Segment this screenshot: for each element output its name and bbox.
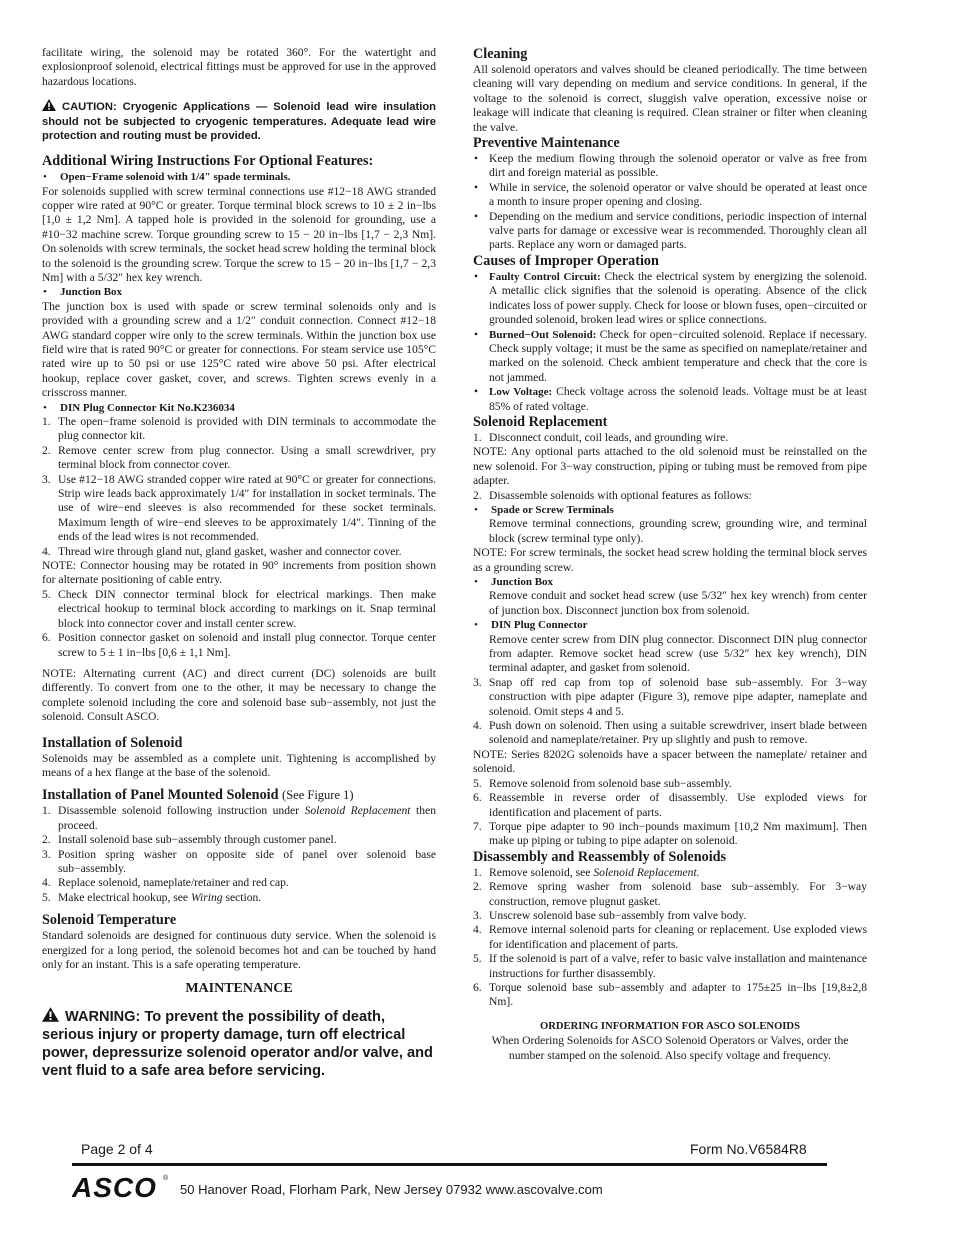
spade-bullet: • Spade or Screw Terminals — [473, 503, 867, 517]
list-item: 3. Position spring washer on opposite side of panel over solenoid base sub−assembly. — [42, 847, 436, 875]
cause-label: Low Voltage: — [489, 386, 553, 399]
open-frame-text: For solenoids supplied with screw terminal connections use #12−18 AWG stranded copper wire rated at 90°C or greater. Torque terminal block screws to 10 ± 2 in−lbs [1,0 ± 1,2 Nm]. A tapped hole is provided in the solenoid for grounding, use a #10−32 machine screw. Torque grounding screw to 15 − 20 in−lbs [1,7 − 2,3 Nm]. On solenoids with screw terminals, the socket head screw holding the terminal block to the solenoid is the grounding screw. Torque the screw to 15 − 20 in−lbs [1,7 − 2,3 Nm] with a 5/32″ hex key wrench. — [42, 184, 436, 284]
list-item: 1. Remove solenoid, see Solenoid Replacement. — [473, 865, 700, 879]
junction-box-text: The junction box is used with spade or screw terminal solenoids only and is provided with a grounding screw and a 1/2″ conduit connection. Connect #12−18 AWG standard copper wire only to the screw terminals. Within the junction box use field wire that is rated 90°C or greater for connections. For steam service use 105°C rated wire up to 50 psi or use 125°C rated wire above 50 psi. After electrical hookup, replace cover gasket, cover, and screws. Tighten screws evenly in a crisscross manner. — [42, 299, 436, 400]
list-item: 5. Make electrical hookup, see Wiring section. — [42, 890, 262, 904]
replacement-note-3: NOTE: Series 8202G solenoids have a spacer between the nameplate/ retainer and solenoid. — [473, 747, 867, 776]
step-text: Unscrew solenoid base sub−assembly from valve body. — [489, 908, 747, 922]
step-text: Torque pipe adapter to 90 inch−pounds maximum [10,2 Nm maximum]. Then make up piping or tubing to pipe adapter on solenoid. — [489, 819, 867, 848]
disassembly-steps-list-continued — [473, 880, 867, 1010]
step-text: Install solenoid base sub−assembly through customer panel. — [58, 833, 337, 847]
step-text: Snap off red cap from top of solenoid base sub−assembly. For 3−way construction with pipe adapter (Figure 3), remove pipe adapter, nameplate and solenoid. Omit steps 4 and 5. — [489, 675, 867, 718]
step-text: Reassemble in reverse order of disassembly. Use exploded views for identification and placement of parts. — [489, 791, 867, 819]
wiring-heading: Additional Wiring Instructions For Optional Features: — [42, 153, 374, 170]
temperature-text: Standard solenoids are designed for continuous duty service. When the solenoid is energized for a long period, the solenoid becomes hot and can be touched by hand only for an instant. This is a safe operating temperature. — [42, 929, 436, 972]
step-emphasis: Solenoid Replacement. — [593, 865, 700, 879]
install-solenoid-text: Solenoids may be assembled as a complete unit. Tightening is accomplished by means of a hex flange at the base of the solenoid. — [42, 751, 436, 779]
panel-mount-heading — [42, 787, 436, 804]
step-text: Replace solenoid, nameplate/retainer and red cap. — [58, 876, 289, 890]
list-item: 3. Snap off red cap from top of solenoid base sub−assembly. For 3−way construction with pipe adapter (Figure 3), remove pipe adapter, nameplate and solenoid. Omit steps 4 and 5. — [473, 675, 867, 718]
step-text: If the solenoid is part of a valve, refer to basic valve installation and maintenance instructions for further disassembly. — [489, 952, 867, 980]
panel-mount-title: Installation of Panel Mounted Solenoid — [42, 787, 279, 804]
list-item: 2. Remove center screw from plug connector. Using a small screwdriver, pry terminal block from connector cover. — [42, 443, 436, 472]
replacement-step-1-list — [473, 431, 867, 445]
list-item: 6. Position connector gasket on solenoid and install plug connector. Torque center screw to 5 ± 1 in−lbs [0,6 ± 1,1 Nm]. — [42, 631, 436, 659]
panel-steps-list — [42, 804, 436, 905]
footer-address: 50 Hanover Road, Florham Park, New Jersey 07932 www.ascovalve.com — [180, 1182, 603, 1197]
din-plug-bullet: • DIN Plug Connector — [473, 618, 867, 632]
replacement-steps-list — [473, 676, 867, 748]
din-note: NOTE: Connector housing may be rotated in 90° increments from position shown for alternate positioning of cable entry. — [42, 559, 436, 587]
list-item: 4. Remove internal solenoid parts for cleaning or replacement. Use exploded views for identification and placement of parts. — [473, 923, 867, 951]
cleaning-heading: Cleaning — [473, 46, 528, 62]
replacement-heading: Solenoid Replacement — [473, 413, 608, 430]
list-item: 1. The open−frame solenoid is provided with DIN terminals to accommodate the plug connector kit. — [42, 415, 436, 443]
step-text: Thread wire through gland nut, gland gasket, washer and connector cover. — [58, 544, 402, 558]
din-kit-bullet: • DIN Plug Connector Kit No.K236034 — [42, 401, 436, 415]
footer-divider — [72, 1163, 827, 1166]
list-item: 2. Remove spring washer from solenoid base sub−assembly. For 3−way construction, remove plugnut gasket. — [473, 880, 867, 908]
junction-box-bullet: • Junction Box — [42, 285, 436, 299]
step-text: Use #12−18 AWG stranded copper wire rated at 90°C or greater for connections. Strip wire leads back approximately 1/4″ for installation in socket terminals. The use of wire−end sleeves is also recommended for these socket terminals. Maximum length of wire−end sleeves to be approximately 1/4″. Tinning of the ends of the lead wires is not recommended. — [58, 472, 436, 544]
install-solenoid-heading: Installation of Solenoid — [42, 734, 183, 751]
list-item: 3. Use #12−18 AWG stranded copper wire rated at 90°C or greater for connections. Strip wire leads back approximately 1/4″ for installation in socket terminals. The use of wire−end sleeves is also recommended for these socket terminals. Maximum length of wire−end sleeves to be approximately 1/4″. Tinning of the ends of the lead wires is not recommended. — [42, 472, 436, 544]
step-text: Check DIN connector terminal block for electrical markings. Then make electrical hookup to terminal block according to markings on it. Snap terminal block into connector cover and install center screw. — [58, 587, 436, 630]
step-text: Position spring washer on opposite side of panel over solenoid base sub−assembly. — [58, 847, 436, 875]
temperature-heading: Solenoid Temperature — [42, 912, 177, 929]
step-text: Remove center screw from plug connector. Using a small screwdriver, pry terminal block from connector cover. — [58, 443, 436, 472]
replacement-note-2: NOTE: For screw terminals, the socket head screw holding the terminal block serves as a grounding screw. — [473, 546, 867, 574]
step-emphasis: Solenoid Replacement — [304, 804, 411, 818]
list-item: 6. Reassemble in reverse order of disassembly. Use exploded views for identification and placement of parts. — [473, 791, 867, 819]
caution-text: CAUTION: Cryogenic Applications — Solenoid lead wire insulation should not be subjected to cryogenic temperatures. Adequate lead wire protection and routing must be provided. — [42, 101, 436, 142]
warning-notice — [42, 1007, 436, 1081]
list-item: 5. If the solenoid is part of a valve, refer to basic valve installation and maintenance instructions for further disassembly. — [473, 952, 867, 980]
jbox-text: Remove conduit and socket head screw (use 5/32″ hex key wrench) from center of junction box. Disconnect junction box from solenoid. — [489, 589, 867, 617]
page-number: Page 2 of 4 — [81, 1141, 153, 1157]
step-text: Disassemble solenoid following instruction under — [58, 804, 300, 818]
replacement-note-1: NOTE: Any optional parts attached to the old solenoid must be reinstalled on the new solenoid. For 3−way construction, piping or tubing must be removed from pipe adapter. — [473, 445, 867, 488]
list-item: 6. Torque solenoid base sub−assembly and adapter to 175±25 in−lbs [19,8±2,8 Nm]. — [473, 980, 867, 1009]
list-item: 7. Torque pipe adapter to 90 inch−pounds maximum [10,2 Nm maximum]. Then make up piping or tubing to pipe adapter on solenoid. — [473, 819, 867, 848]
cause-item: • Burned−Out Solenoid: Check for open−circuited solenoid. Replace if necessary. Check supply voltage; it must be the same as specified on nameplate/retainer and marked on the solenoid. Check ambient temperature and check that the core is not jammed. — [473, 328, 867, 386]
replacement-step-2-list — [473, 489, 867, 503]
ordering-text: When Ordering Solenoids for ASCO Solenoid Operators or Valves, order the number stamped on the solenoid. Also specify voltage and frequency. — [491, 1034, 849, 1062]
ac-dc-note: NOTE: Alternating current (AC) and direct current (DC) solenoids are built differently. To convert from one to the other, it may be necessary to change the complete solenoid including the core and solenoid base sub−assembly, not just the solenoid. Consult ASCO. — [42, 666, 436, 724]
list-item: 4. Replace solenoid, nameplate/retainer and red cap. — [42, 876, 289, 890]
step-text: Make electrical hookup, see — [58, 890, 189, 904]
list-item: 4. Push down on solenoid. Then using a suitable screwdriver, insert blade between solenoid and nameplate/retainer. Pry up slightly and push to remove. — [473, 719, 867, 747]
causes-heading: Causes of Improper Operation — [473, 252, 659, 269]
logo-text: ASCO — [72, 1172, 157, 1201]
intro-paragraph: facilitate wiring, the solenoid may be rotated 360°. For the watertight and explosionproof solenoid, electrical fittings must be approved for use in the approved hazardous locations. — [42, 46, 436, 88]
maintenance-heading: MAINTENANCE — [185, 981, 293, 997]
cause-item: • Faulty Control Circuit: Check the electrical system by energizing the solenoid. A metallic click signifies that the solenoid is operating. Absence of the click indicates loss of power supply. Check for loose or blown fuses, open−circuited or grounded solenoid, broken lead wires or splice connections. — [473, 270, 867, 328]
step-text: Remove solenoid, see — [489, 865, 591, 879]
list-item: 3. Unscrew solenoid base sub−assembly from valve body. — [473, 908, 747, 922]
din-plug-text: Remove center screw from DIN plug connector. Disconnect DIN plug connector from adapter. Remove socket head screw (use 5/32″ hex key wrench), DIN terminal adapter, and gasket from solenoid. — [489, 632, 867, 675]
list-item: 2. Disassemble solenoids with optional features as follows: — [473, 488, 752, 502]
svg-text:®: ® — [163, 1175, 169, 1182]
spade-text: Remove terminal connections, grounding screw, grounding wire, and terminal block (screw terminal type only). — [489, 517, 867, 545]
list-item: 5. Remove solenoid from solenoid base sub−assembly. — [473, 776, 732, 790]
asco-logo — [72, 1171, 172, 1201]
step-text: Disconnect conduit, coil leads, and grounding wire. — [489, 430, 729, 444]
warning-triangle-icon — [42, 99, 56, 111]
step-text: Position connector gasket on solenoid and install plug connector. Torque center screw to 5 ± 1 in−lbs [0,6 ± 1,1 Nm]. — [58, 631, 436, 659]
step-text: Disassemble solenoids with optional features as follows: — [489, 488, 752, 502]
open-frame-bullet: • Open−Frame solenoid with 1/4″ spade terminals. — [42, 170, 436, 184]
form-number: Form No.V6584R8 — [690, 1141, 807, 1157]
cleaning-text: All solenoid operators and valves should be cleaned periodically. The time between cleaning will vary depending on medium and service conditions. In general, if the voltage to the solenoid is correct, sluggish valve operation, excessive noise or leakage will indicate that cleaning is required. Clean strainer or filter when cleaning the valve. — [473, 63, 867, 134]
disassembly-steps-list — [473, 866, 867, 880]
din-steps-list — [42, 415, 436, 559]
list-item: • Keep the medium flowing through the solenoid operator or valve as free from dirt and foreign material as possible. — [473, 152, 867, 181]
right-column — [473, 46, 867, 1063]
disassembly-heading: Disassembly and Reassembly of Solenoids — [473, 848, 727, 865]
list-item: • While in service, the solenoid operator or valve should be operated at least once a month to insure proper opening and closing. — [473, 181, 867, 210]
step-text: Remove internal solenoid parts for cleaning or replacement. Use exploded views for identification and placement of parts. — [489, 923, 867, 951]
din-steps-list-continued — [42, 588, 436, 660]
list-item: • Depending on the medium and service conditions, periodic inspection of internal valve parts for damage or excessive wear is recommended. Thoroughly clean all parts. Replace any worn or damaged parts. — [473, 210, 867, 253]
cause-label: Burned−Out Solenoid: — [489, 328, 597, 341]
replacement-steps-list-continued — [473, 777, 867, 849]
caution-notice — [42, 99, 436, 143]
causes-list — [473, 270, 867, 414]
step-text: Remove spring washer from solenoid base sub−assembly. For 3−way construction, remove plugnut gasket. — [489, 880, 867, 908]
panel-mount-figure-ref: (See Figure 1) — [282, 788, 354, 803]
ordering-heading: ORDERING INFORMATION FOR ASCO SOLENOIDS — [540, 1020, 800, 1032]
cause-item: • Low Voltage: Check voltage across the solenoid leads. Voltage must be at least 85% of rated voltage. — [473, 385, 867, 414]
left-column — [42, 46, 436, 1081]
preventive-list — [473, 152, 867, 253]
jbox-bullet: • Junction Box — [473, 575, 867, 589]
step-text: Push down on solenoid. Then using a suitable screwdriver, insert blade between solenoid and nameplate/retainer. Pry up slightly and push to remove. — [489, 719, 867, 747]
step-text: Remove solenoid from solenoid base sub−assembly. — [489, 776, 732, 790]
warning-text: WARNING: To prevent the possibility of death, serious injury or property damage, turn off electrical power, depressurize solenoid operator and/or valve, and vent fluid to a safe area before servicing. — [42, 1008, 433, 1080]
preventive-heading: Preventive Maintenance — [473, 135, 620, 152]
step-text: The open−frame solenoid is provided with DIN terminals to accommodate the plug connector kit. — [58, 415, 436, 443]
list-item: 1. Disconnect conduit, coil leads, and grounding wire. — [473, 430, 729, 444]
list-item: 2. Install solenoid base sub−assembly through customer panel. — [42, 833, 337, 847]
list-item: 4. Thread wire through gland nut, gland gasket, washer and connector cover. — [42, 544, 402, 558]
cause-label: Faulty Control Circuit: — [489, 270, 601, 283]
step-text: Torque solenoid base sub−assembly and adapter to 175±25 in−lbs [19,8±2,8 Nm]. — [489, 980, 867, 1009]
list-item: 5. Check DIN connector terminal block for electrical markings. Then make electrical hookup to terminal block according to markings on it. Snap terminal block into connector cover and install center screw. — [42, 587, 436, 630]
warning-triangle-icon — [42, 1007, 59, 1022]
step-emphasis: Wiring — [190, 890, 223, 904]
list-item: 1. Disassemble solenoid following instruction under Solenoid Replacement then proceed. — [42, 804, 437, 832]
